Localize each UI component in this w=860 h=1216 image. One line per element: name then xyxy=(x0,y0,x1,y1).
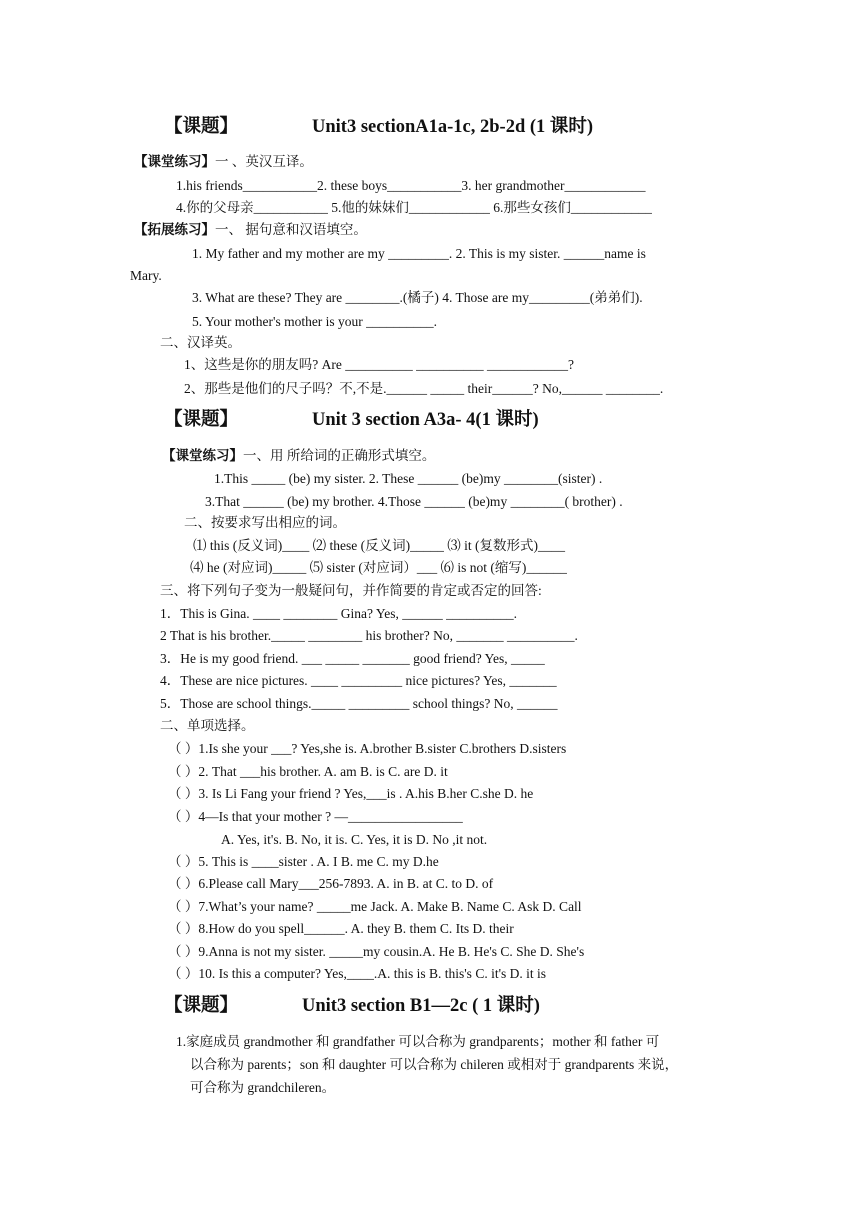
cn-line-1: 1、这些是你的朋友吗? Are __________ __________ ____________? xyxy=(184,357,574,372)
title-text-3: Unit3 section B1—2c ( 1 课时) xyxy=(302,996,540,1016)
mc-item-6: （ ）6.Please call Mary___256-7893. A. in B. at C. to D. of xyxy=(168,876,494,891)
title-text-2: Unit 3 section A3a- 4(1 课时) xyxy=(312,410,539,430)
mc-item-1: （ ）1.Is she your ___? Yes,she is. A.brother B.sister C.brothers D.sisters xyxy=(168,741,567,756)
part2-heading-2: 二、按要求写出相应的词。 xyxy=(184,515,346,530)
classroom-exercise-heading-2 xyxy=(162,448,435,464)
mc-item-10: （ ）10. Is this a computer? Yes,____.A. this is B. this's C. it's D. it is xyxy=(168,966,547,981)
question-4: 4．These are nice pictures. ____ _________ nice pictures? Yes, _______ xyxy=(160,673,557,688)
part3-heading: 三、将下列句子变为一般疑问句，并作简要的肯定或否定的回答: xyxy=(160,583,542,598)
note-line-1: 1.家庭成员 grandmother 和 grandfather 可以合称为 grandparents；mother 和 father 可 xyxy=(176,1034,660,1049)
mc-item-8: （ ）8.How do you spell______. A. they B. them C. Its D. their xyxy=(168,921,514,936)
extend-exercise-heading xyxy=(134,222,367,238)
cn-line-2: 2、那些是他们的尺子吗？不,不是.______ _____ their______? No,______ ________. xyxy=(184,381,664,396)
note-line-3: 可合称为 grandchileren。 xyxy=(190,1080,336,1095)
title-bracket-1: 【课题】 xyxy=(164,117,239,137)
mc-item-3: （ ）3. Is Li Fang your friend ? Yes,___is . A.his B.her C.she D. he xyxy=(168,786,534,801)
mc-item-5: （ ）5. This is ____sister . A. I B. me C. my D.he xyxy=(168,854,439,869)
extend-label: 【拓展练习】 xyxy=(134,222,215,237)
part2-heading-1: 二、汉译英。 xyxy=(160,335,241,350)
question-2: 2 That is his brother._____ ________ his brother? No, _______ __________. xyxy=(160,628,578,643)
mc-item-2: （ ）2. That ___his brother. A. am B. is C. are D. it xyxy=(168,764,448,779)
mc-item-7: （ ）7.What’s your name? _____me Jack. A. Make B. Name C. Ask D. Call xyxy=(168,899,582,914)
fill-line-5: 5. Your mother's mother is your __________. xyxy=(192,314,438,329)
title-bracket-3: 【课题】 xyxy=(164,996,239,1016)
classroom-text: 一 、英汉互译。 xyxy=(215,154,313,169)
question-5: 5．Those are school things._____ _________ school things? No, ______ xyxy=(160,696,558,711)
mc-item-4-options: A. Yes, it's. B. No, it is. C. Yes, it is D. No ,it not. xyxy=(221,832,488,847)
form-line-1: 1.This _____ (be) my sister. 2. These ______ (be)my ________(sister) . xyxy=(214,471,603,486)
classroom-text-2: 一、用 所给词的正确形式填空。 xyxy=(243,448,436,463)
extend-text: 一、 据句意和汉语填空。 xyxy=(215,222,367,237)
part4-heading: 二、单项选择。 xyxy=(160,718,255,733)
fill-line-1: 1. My father and my mother are my _________. 2. This is my sister. ______name is xyxy=(192,246,646,261)
question-3: 3．He is my good friend. ___ _____ _______ good friend? Yes, _____ xyxy=(160,651,545,666)
form-line-2: 3.That ______ (be) my brother. 4.Those ______ (be)my ________( brother) . xyxy=(205,494,623,509)
title-text-1: Unit3 sectionA1a-1c, 2b-2d (1 课时) xyxy=(312,117,594,137)
words-line-1: ⑴ this (反义词)____ ⑵ these (反义词)_____ ⑶ it (复数形式)____ xyxy=(193,538,565,553)
classroom-label-2: 【课堂练习】 xyxy=(162,448,243,463)
words-line-2: ⑷ he (对应词)_____ ⑸ sister (对应词）___ ⑹ is not (缩写)______ xyxy=(190,560,567,575)
classroom-label: 【课堂练习】 xyxy=(134,154,215,169)
translate-row-1: 1.his friends___________2. these boys___________3. her grandmother____________ xyxy=(176,178,646,193)
question-1: 1．This is Gina. ____ ________ Gina? Yes, ______ __________. xyxy=(160,606,517,621)
translate-row-2: 4.你的父母亲___________ 5.他的妹妹们____________ 6.那些女孩们____________ xyxy=(176,200,652,215)
mc-item-9: （ ）9.Anna is not my sister. _____my cousin.A. He B. He's C. She D. She's xyxy=(168,944,585,959)
classroom-exercise-heading-1 xyxy=(134,154,313,170)
fill-line-1-cont: Mary. xyxy=(130,268,162,283)
fill-line-3: 3. What are these? They are ________.(橘子) 4. Those are my_________(弟弟们). xyxy=(192,290,643,305)
title-bracket-2: 【课题】 xyxy=(164,410,239,430)
note-line-2: 以合称为 parents；son 和 daughter 可以合称为 chileren 或相对于 grandparents 来说， xyxy=(190,1057,679,1072)
mc-item-4: （ ）4—Is that your mother ? —_________________ xyxy=(168,809,463,824)
